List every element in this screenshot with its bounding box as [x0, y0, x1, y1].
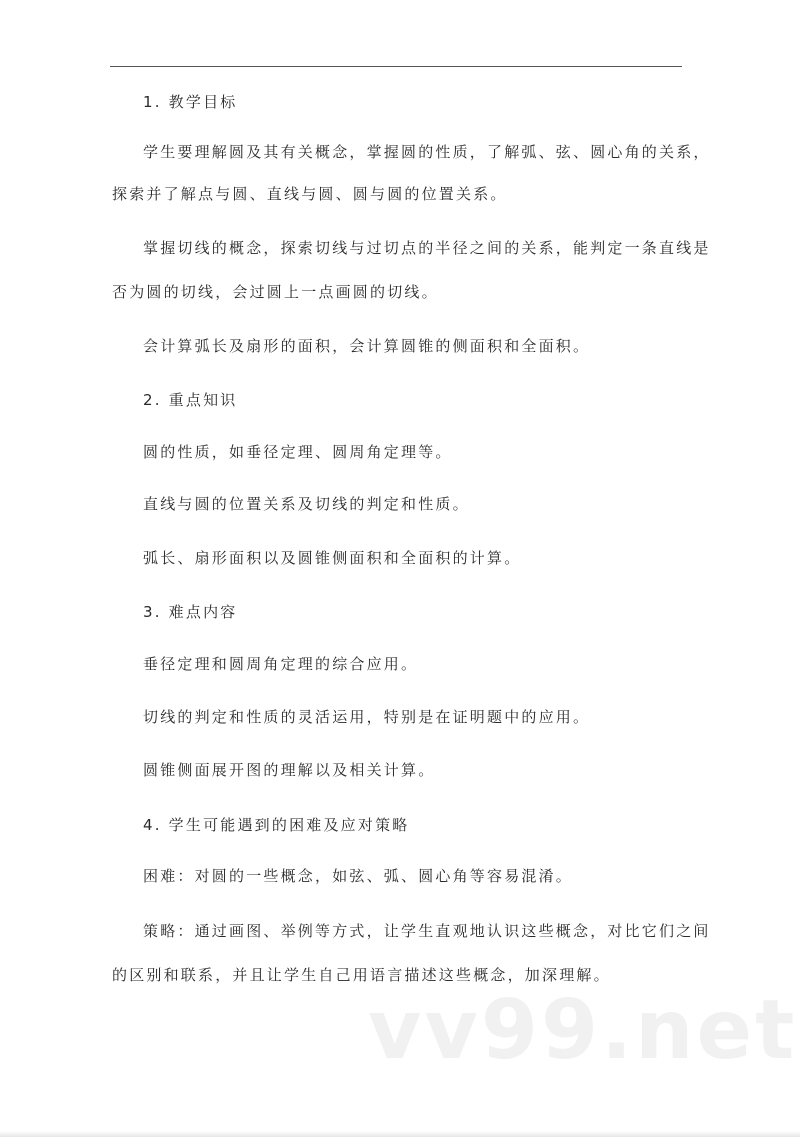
watermark: vv99.net — [368, 983, 798, 1078]
section-4-strategy-line-2: 的区别和联系，并且让学生自己用语言描述这些概念，加深理解。 — [112, 966, 611, 984]
section-1-paragraph-2-line-2: 否为圆的切线，会过圆上一点画圆的切线。 — [112, 283, 439, 301]
section-3-item-1: 垂径定理和圆周角定理的综合应用。 — [143, 655, 419, 673]
section-2-heading: 2. 重点知识 — [143, 391, 238, 409]
section-4-heading: 4. 学生可能遇到的困难及应对策略 — [143, 816, 410, 834]
section-1-paragraph-3: 会计算弧长及扇形的面积，会计算圆锥的侧面积和全面积。 — [143, 337, 591, 355]
section-4-difficulty: 困难：对圆的一些概念，如弦、弧、圆心角等容易混淆。 — [143, 867, 574, 885]
section-3-item-3: 圆锥侧面展开图的理解以及相关计算。 — [143, 761, 436, 779]
section-1-paragraph-1-line-1: 学生要理解圆及其有关概念，掌握圆的性质，了解弧、弦、圆心角的关系， — [143, 143, 711, 161]
section-1-paragraph-2-line-1: 掌握切线的概念，探索切线与过切点的半径之间的关系，能判定一条直线是 — [143, 239, 711, 257]
section-3-heading: 3. 难点内容 — [143, 603, 238, 621]
section-1-paragraph-1-line-2: 探索并了解点与圆、直线与圆、圆与圆的位置关系。 — [112, 185, 508, 203]
page-bottom-edge — [0, 1131, 800, 1137]
header-rule — [110, 66, 682, 67]
section-2-item-2: 直线与圆的位置关系及切线的判定和性质。 — [143, 495, 470, 513]
section-3-item-2: 切线的判定和性质的灵活运用，特别是在证明题中的应用。 — [143, 708, 591, 726]
section-2-item-1: 圆的性质，如垂径定理、圆周角定理等。 — [143, 443, 453, 461]
section-4-strategy-line-1: 策略：通过画图、举例等方式，让学生直观地认识这些概念，对比它们之间 — [143, 922, 711, 940]
section-2-item-3: 弧长、扇形面积以及圆锥侧面积和全面积的计算。 — [143, 549, 522, 567]
section-1-heading: 1. 教学目标 — [143, 93, 238, 111]
